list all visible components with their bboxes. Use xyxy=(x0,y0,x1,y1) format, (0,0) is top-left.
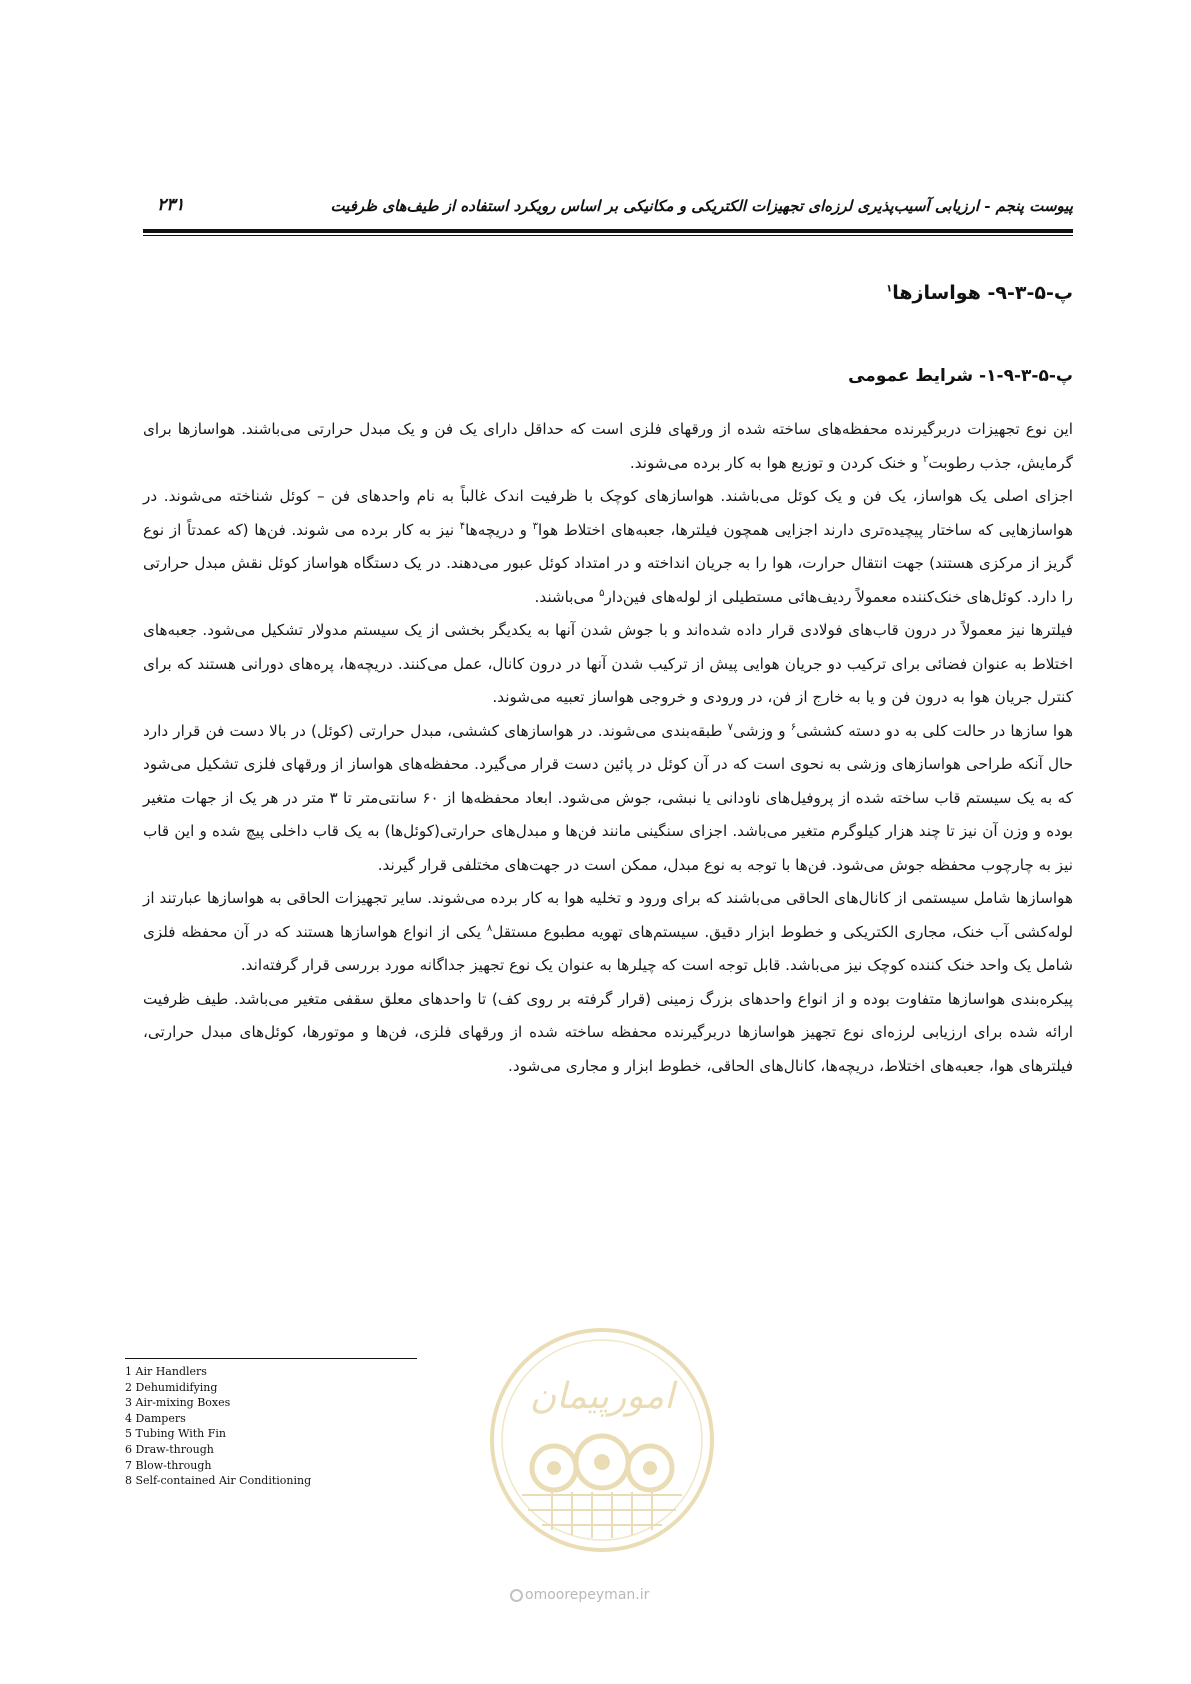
footnote-1: 1 Air Handlers xyxy=(125,1365,207,1378)
globe-icon xyxy=(510,1589,523,1602)
paragraph-5: هواسازها شامل سیستمی از کانال‌های الحاقی می‌باشند که برای ورود و تخلیه هوا به کار برده می‌شوند. سایر تجهیزات الحاقی به هواسازها عبارتند از لوله‌کشی آب خنک، مجاری الکتریکی و خطوط ابزار دقیق. سیستم‌های تهویه مطبوع مستقل$^۸$ یکی از انواع هواسازها هستند که در آن محفظه فلزی شامل یک واحد خنک کننده کوچک نیز می‌باشد. قابل توجه است که چیلرها به عنوان یک نوع تجهیز جداگانه مورد بررسی قرار گرفته‌اند. xyxy=(143,889,1073,974)
footnote-5: 5 Tubing With Fin xyxy=(125,1427,226,1441)
footnote-ref-3: ۳ xyxy=(532,520,539,532)
paragraph-3: فیلترها نیز معمولاً در درون قاب‌های فولادی قرار داده شده‌اند و با جوش شدن آنها به یکدیگر بخشی از یک سیستم مدولار تشکیل می‌شود. جعبه‌های اختلاط به عنوان فضائی برای ترکیب دو جریان هوایی پیش از ترکیب شدن آنها در درون کانال، عمل می‌کنند. دریچه‌ها، پره‌های دورانی هستند که برای کنترل جریان هوا به درون فن و یا به خارج از فن، در ورودی و خروجی هواساز تعبیه می‌شوند. xyxy=(143,621,1073,706)
footnote-7: 7 Blow-through xyxy=(125,1458,212,1472)
page-header xyxy=(143,197,1073,237)
footnote-6: 6 Draw-through xyxy=(125,1442,214,1456)
footnote-ref-2: ۲ xyxy=(923,453,929,465)
subsection-heading: پ-۵-۳-۹-۱- شرایط عمومی xyxy=(848,366,1073,386)
paragraph-1: این نوع تجهیزات دربرگیرنده محفظه‌های ساخته شده از ورقهای فلزی است که حداقل دارای یک فن و یک مبدل حرارتی می‌باشند. هواسازها برای گرمایش، جذب رطوبت$^۲$ و خنک کردن و توزیع هوا به کار برده می‌شوند. xyxy=(143,420,1073,472)
paragraph-6: پیکره‌بندی هواسازها متفاوت بوده و از انواع واحدهای بزرگ زمینی (قرار گرفته بر روی کف) تا واحدهای معلق سقفی متغیر می‌باشد. طیف ظرفیت ارائه شده برای ارزیابی لرزه‌ای نوع تجهیز هواسازها دربرگیرنده محفظه ساخته شده از ورقهای فلزی، فن‌ها و موتورها، کوئل‌های مبدل حرارتی، فیلترهای هوا، جعبه‌های اختلاط، دریچه‌ها، کانال‌های الحاقی، خطوط ابزار و مجاری می‌شود. xyxy=(143,989,1073,1075)
watermark-logo xyxy=(482,1320,722,1560)
section-heading xyxy=(886,282,1073,304)
footnote-ref-8: ۸ xyxy=(486,922,493,934)
section-heading-text: پ-۵-۳-۹- هواسازها xyxy=(892,282,1073,304)
header-rule-thick xyxy=(143,229,1073,233)
page-number: ۲۳۱ xyxy=(157,195,185,215)
footnote-ref-7: ۷ xyxy=(727,721,734,733)
footnote-ref-5: ۵ xyxy=(599,587,605,599)
footnote-ref-6: ۶ xyxy=(790,721,797,733)
header-rule-thin xyxy=(143,235,1073,236)
footnotes xyxy=(125,1364,311,1489)
footnote-2: 2 Dehumidifying xyxy=(125,1380,218,1394)
footnote-4: 4 Dampers xyxy=(125,1411,186,1425)
paragraph-4: هوا سازها در حالت کلی به دو دسته کششی$^۶$ و وزشی$^۷$ طبقه‌بندی می‌شوند. در هواسازهای کششی، مبدل حرارتی (کوئل) در بالا دست فن قرار دارد حال آنکه طراحی هواسازهای وزشی به نحوی است که در آن کوئل در پائین دست قرار می‌گیرد. محفظه‌های هواساز از ورقهای فلزی تشکیل می‌شود که به یک سیستم قاب ساخته شده از پروفیل‌های ناودانی یا نبشی، جوش می‌شود. ابعاد محفظه‌ها از ۶۰ سانتی‌متر تا ۳ متر در هر یک از جهات متغیر بوده و وزن آن نیز تا چند هزار کیلوگرم متغیر می‌باشد. اجزای سنگینی مانند فن‌ها و مبدل‌های حرارتی(کوئل‌ها) به یک قاب داخلی پیچ شده و این قاب نیز به چارچوب محفظه جوش می‌شود. فن‌ها با توجه به نوع مبدل، ممکن است در جهت‌های مختلفی قرار گیرند. xyxy=(143,721,1073,874)
paragraph-2: اجزای اصلی یک هواساز، یک فن و یک کوئل می‌باشند. هواسازهای کوچک با ظرفیت اندک غالباً به نام واحدهای فن – کوئل شناخته می‌شوند. در هواسازهایی که ساختار پیچیده‌تری دارند اجزایی همچون فیلترها، جعبه‌های اختلاط هوا$^۳$ و دریچه‌ها$^۴$ نیز به کار برده می شوند. فن‌ها (که عمدتاً از نوع گریز از مرکزی هستند) جهت انتقال حرارت، هوا را به جریان انداخته و در امتداد کوئل عبور می‌دهند. در یک دستگاه هواساز کوئل نقش مبدل حرارتی را دارد. کوئل‌های خنک‌کننده معمولاً ردیف‌هائی مستطیلی از لوله‌های فین‌دار$^۵$ می‌باشند. xyxy=(143,487,1073,606)
footnote-ref-1: ۱ xyxy=(886,283,893,295)
footnote-ref-4: ۴ xyxy=(459,520,466,532)
footnote-8: 8 Self-contained Air Conditioning xyxy=(125,1474,312,1488)
watermark-url: omoorepeyman.ir xyxy=(510,1587,649,1603)
body-text xyxy=(143,413,1073,1083)
running-title: پیوست پنجم - ارزیابی آسیب‌پذیری لرزه‌ای تجهیزات الکتریکی و مکانیکی بر اساس رویکرد استفاده از طیف‌های ظرفیت xyxy=(330,197,1073,215)
footnote-rule xyxy=(125,1358,417,1359)
svg-text:امورپیمان: امورپیمان xyxy=(529,1376,675,1417)
footnote-3: 3 Air-mixing Boxes xyxy=(125,1396,231,1410)
